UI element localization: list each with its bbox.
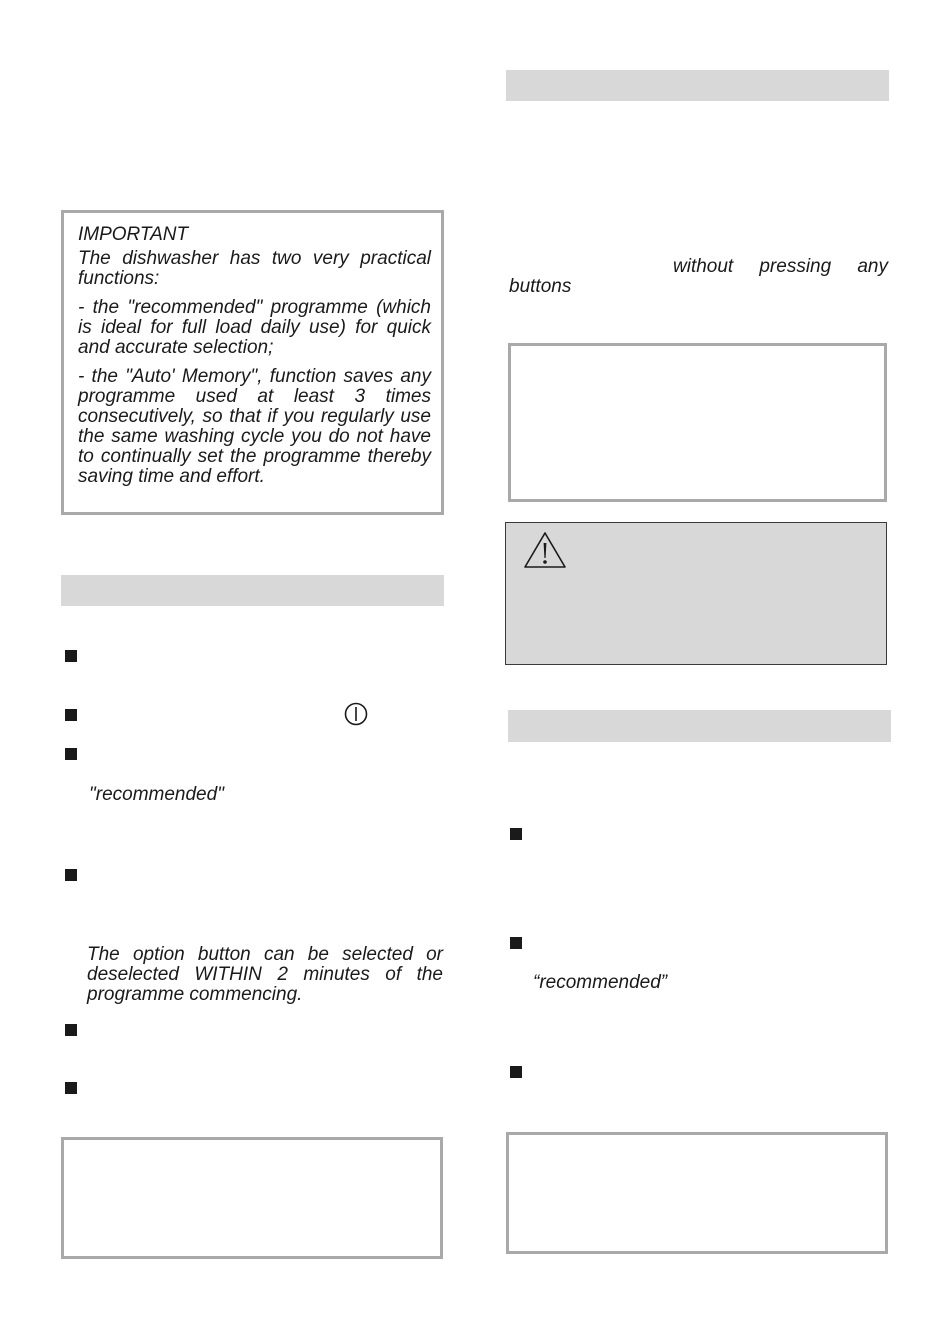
power-icon [344,702,368,726]
square-bullet [510,828,522,840]
square-bullet [510,937,522,949]
option-button-note: The option button can be selected or deselected WITHIN 2 minutes of the programme commencing. [87,944,443,1005]
important-intro: The dishwasher has two very practical functions: [78,248,431,289]
square-bullet [65,748,77,760]
empty-note-box-left [61,1137,443,1259]
square-bullet [65,709,77,721]
square-bullet [510,1066,522,1078]
section-header-bar-right-top [506,70,889,101]
important-point-auto-memory: - the "Auto' Memory", function saves any programme used at least 3 times consecutively, so that if you regularly use the same washing cycle you do not have to continually set the programme thereby saving time and effort. [78,366,431,487]
empty-note-box-right-bottom [506,1132,888,1254]
recommended-label-right: “recommended” [533,972,668,993]
square-bullet [65,650,77,662]
buttons-text: buttons [509,276,572,297]
square-bullet [65,869,77,881]
section-header-bar-right-middle [508,710,891,742]
important-box [61,210,444,515]
important-point-recommended: - the "recommended" programme (which is ideal for full load daily use) for quick and accurate selection; [78,297,431,358]
square-bullet [65,1024,77,1036]
warning-triangle-icon [522,530,568,570]
without-pressing-text: without pressing any [673,256,888,277]
square-bullet [65,1082,77,1094]
warning-box [505,522,887,665]
recommended-label-left: "recommended" [89,784,224,805]
section-header-bar-left [61,575,444,606]
empty-note-box-right-top [508,343,887,502]
important-title: IMPORTANT [78,224,189,245]
